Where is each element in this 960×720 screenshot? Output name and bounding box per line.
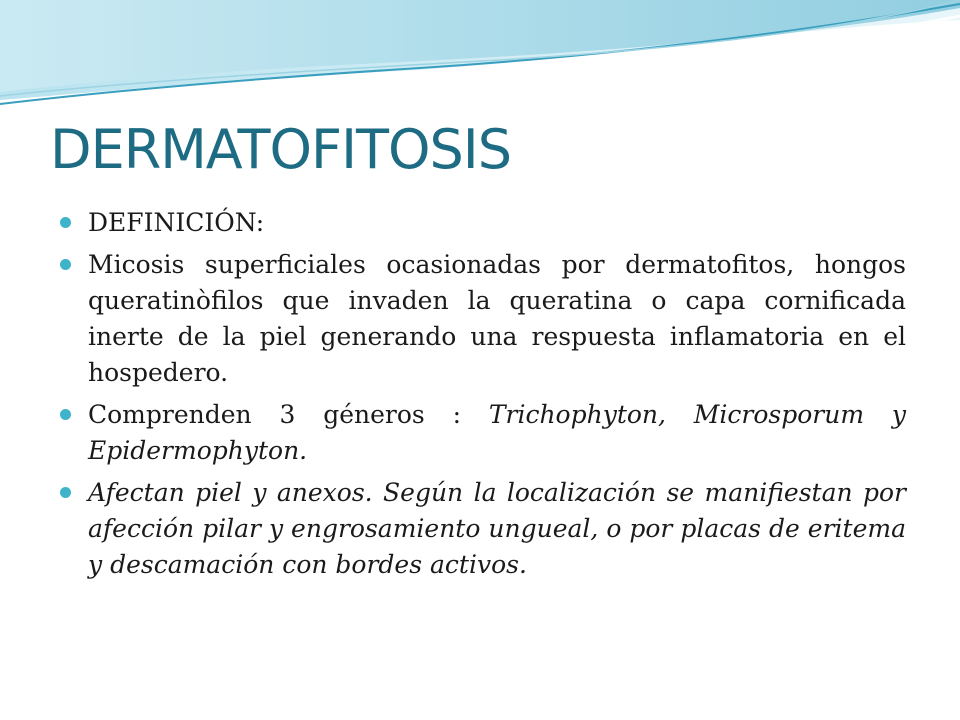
bullet-text: Micosis superficiales ocasionadas por dermatofitos, hongos queratinòfilos que invaden la queratina o capa cornificada inerte de la piel generando una respuesta inflamatoria en el hospedero. (88, 250, 906, 387)
bullet-item (60, 247, 906, 391)
bullet-item (60, 205, 906, 241)
bullet-dot-icon (60, 259, 71, 270)
bullet-dot-icon (60, 487, 71, 498)
bullet-dot-icon (60, 217, 71, 228)
bullet-text: Afectan piel y anexos. Según la localización se manifiestan por afección pilar y engrosamiento ungueal, o por placas de eritema y descamación con bordes activos. (88, 478, 906, 579)
bullet-text: DEFINICIÓN: (88, 208, 265, 237)
bullet-dot-icon (60, 409, 71, 420)
genera-list: Trichophyton, Microsporum y Epidermophyton. (88, 400, 907, 465)
page-title: DERMATOFITOSIS (50, 118, 512, 181)
bullet-text: Comprenden 3 géneros : (88, 400, 489, 429)
bullet-item (60, 397, 906, 469)
header-wave-decoration (0, 0, 960, 120)
bullet-list (60, 205, 906, 589)
bullet-item (60, 475, 906, 583)
